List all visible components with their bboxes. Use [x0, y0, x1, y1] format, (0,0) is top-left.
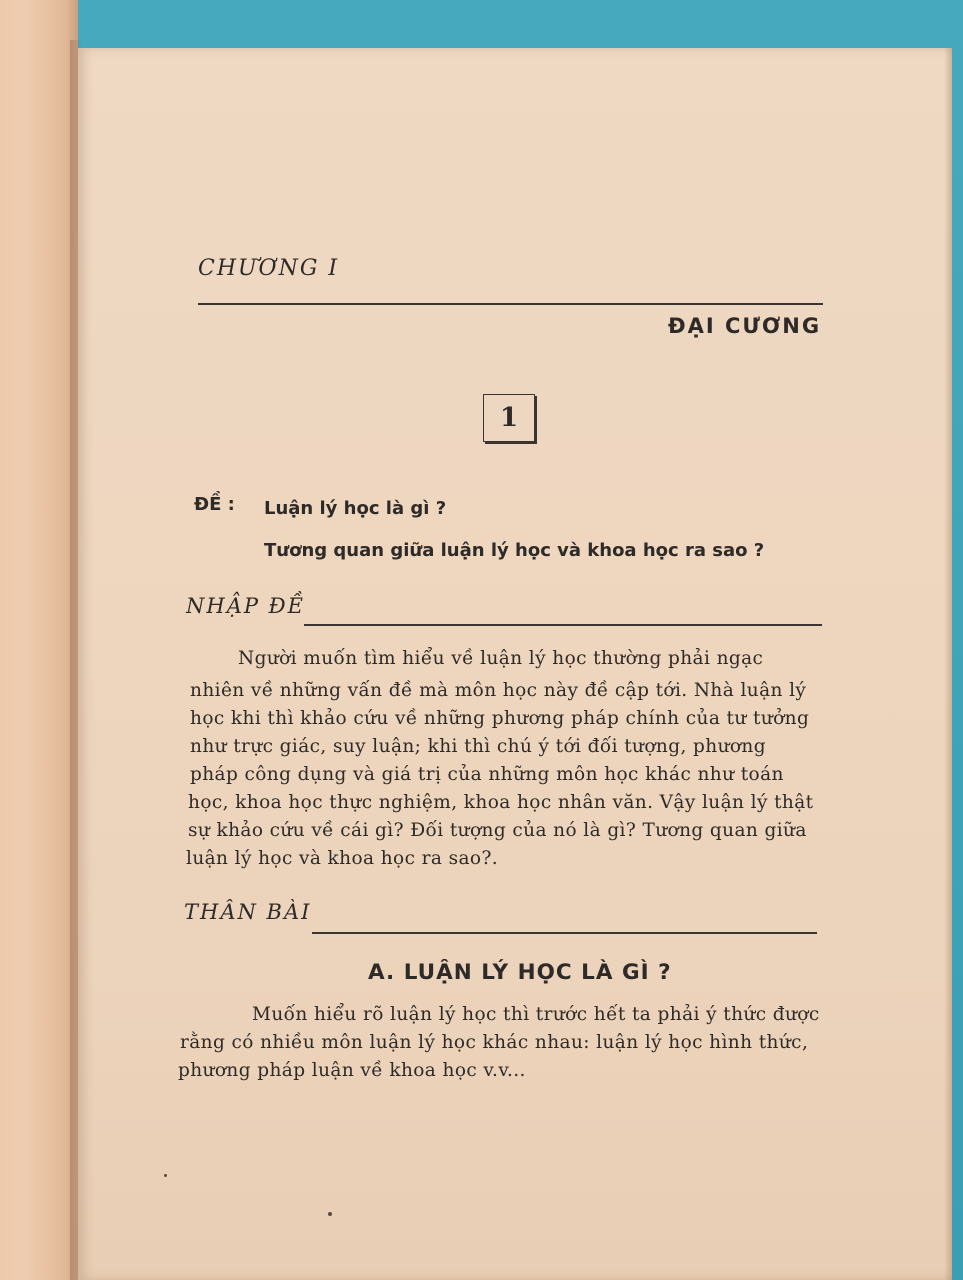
left-page-edge [0, 0, 78, 1280]
body-line: Muốn hiểu rõ luận lý học thì trước hết ta phải ý thức được [252, 1004, 820, 1025]
body-line: phương pháp luận về khoa học v.v... [178, 1060, 526, 1081]
intro-line: pháp công dụng và giá trị của những môn học khác như toán [190, 764, 784, 785]
question-line: Luận lý học là gì ? [264, 498, 447, 519]
question-line: Tương quan giữa luận lý học và khoa học ra sao ? [264, 540, 765, 561]
paper-speck [328, 1212, 332, 1216]
intro-line: nhiên về những vấn đề mà môn học này đề cập tới. Nhà luận lý [190, 680, 807, 701]
intro-line: như trực giác, suy luận; khi thì chú ý tới đối tượng, phương [190, 736, 766, 757]
intro-line: Người muốn tìm hiểu về luận lý học thường phải ngạc [238, 648, 764, 669]
exercise-number: 1 [499, 403, 519, 433]
intro-heading: NHẬP ĐỀ [186, 594, 305, 618]
exercise-number-box [483, 394, 535, 442]
intro-line: học, khoa học thực nghiệm, khoa học nhân văn. Vậy luận lý thật [188, 792, 814, 813]
body-rule [312, 932, 817, 934]
chapter-title: ĐẠI CƯƠNG [668, 314, 822, 338]
body-subheading: A. LUẬN LÝ HỌC LÀ GÌ ? [368, 960, 672, 985]
question-label: ĐỀ : [194, 494, 235, 515]
intro-line: sự khảo cứu về cái gì? Đối tượng của nó là gì? Tương quan giữa [188, 820, 807, 841]
chapter-rule [198, 303, 823, 305]
page-edge-shadow [944, 48, 952, 1280]
chapter-label: CHƯƠNG I [198, 256, 340, 281]
intro-line: luận lý học và khoa học ra sao?. [186, 848, 499, 869]
intro-line: học khi thì khảo cứu về những phương pháp chính của tư tưởng [190, 708, 810, 729]
body-heading: THÂN BÀI [184, 900, 312, 924]
body-line: rằng có nhiều môn luận lý học khác nhau: luận lý học hình thức, [180, 1032, 809, 1053]
paper-speck [164, 1174, 167, 1177]
book-page [78, 48, 952, 1280]
intro-rule [304, 624, 822, 626]
